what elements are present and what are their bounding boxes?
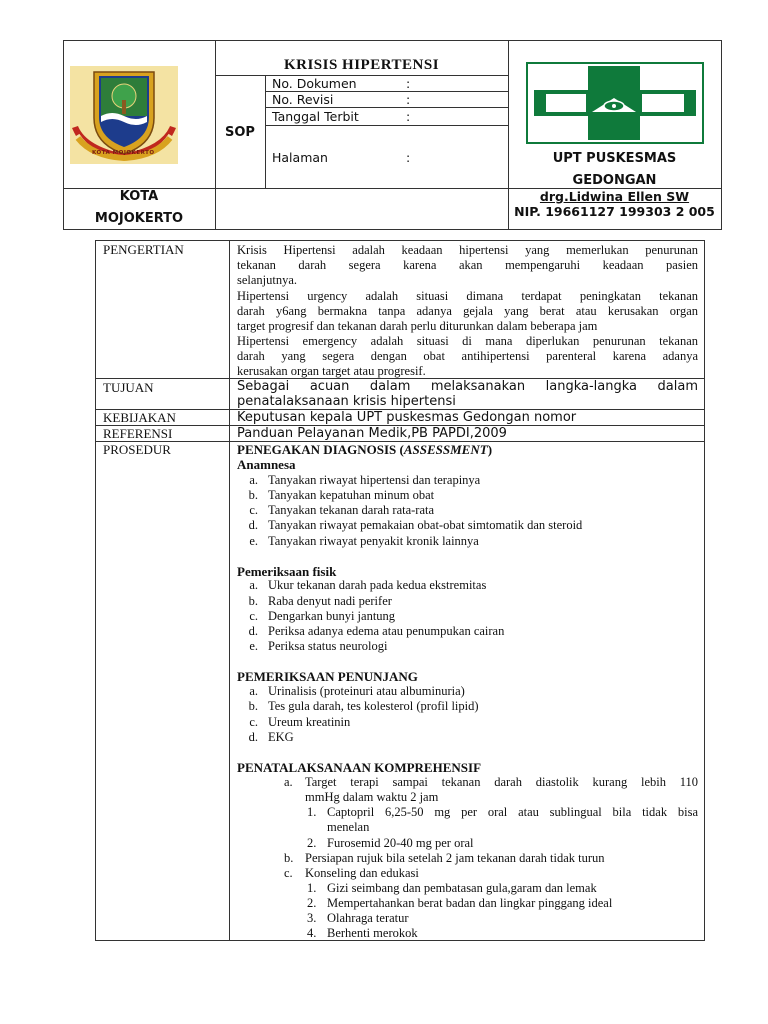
list-marker: b.	[248, 594, 258, 608]
list-text: Ukur tekanan darah pada kedua ekstremitas	[268, 578, 487, 592]
list-marker: b.	[248, 488, 258, 502]
tujuan-line: Sebagai acuan dalam melaksanakan langka-langka dalam	[237, 379, 698, 394]
list-text: Tes gula darah, tes kolesterol (profil lipid)	[268, 699, 479, 713]
label-pengertian: PENGERTIAN	[103, 242, 184, 257]
referensi-text: Panduan Pelayanan Medik,PB PAPDI,2009	[237, 426, 507, 441]
label-kebijakan: KEBIJAKAN	[103, 410, 176, 425]
list-text: Tanyakan riwayat pemakaian obat-obat simtomatik dan steroid	[268, 518, 583, 532]
list-item	[236, 715, 350, 730]
list-text: Gizi seimbang dan pembatasan gula,garam dan lemak	[327, 881, 597, 895]
list-text: Ureum kreatinin	[268, 715, 351, 729]
list-text: Mempertahankan berat badan dan lingkar pinggang ideal	[327, 896, 613, 910]
city-name-line2: MOJOKERTO	[94, 211, 184, 226]
list-text: Tanyakan tekanan darah rata-rata	[268, 503, 435, 517]
list-marker: c.	[249, 609, 258, 623]
list-item	[236, 594, 392, 609]
field-label-halaman: Halaman	[272, 150, 328, 165]
list-item	[236, 730, 294, 745]
field-value-tanggal-terbit: :	[406, 109, 411, 124]
pengertian-line: target progresif dan tekanan darah perlu diturunkan dalam beberapa jam	[237, 319, 598, 333]
list-marker: d.	[248, 730, 258, 744]
list-text: menelan	[327, 820, 370, 834]
pengertian-line: darah yang segera dengan obat antihipertensi parenteral karena adanya	[237, 349, 698, 363]
list-marker: e.	[249, 639, 258, 653]
list-marker: 2.	[307, 896, 317, 910]
field-value-halaman: :	[406, 150, 411, 165]
sop-label: SOP	[225, 125, 255, 140]
list-text: Tanyakan kepatuhan minum obat	[268, 488, 435, 502]
label-prosedur: PROSEDUR	[103, 442, 171, 457]
org-name-line1: UPT PUSKESMAS	[552, 151, 677, 166]
list-text: Konseling dan edukasi	[305, 866, 419, 880]
list-marker: a.	[249, 578, 258, 592]
label-referensi: REFERENSI	[103, 426, 173, 441]
list-text: Periksa adanya edema atau penumpukan cairan	[268, 624, 505, 638]
list-text: Urinalisis (proteinuri atau albuminuria)	[268, 684, 465, 698]
list-marker: c.	[249, 503, 258, 517]
list-item	[236, 488, 434, 503]
list-text: Captopril 6,25-50 mg per oral atau sublingual bila tidak bisa	[327, 805, 698, 819]
list-text: Target terapi sampai tekanan darah diastolik kurang lebih 110	[305, 775, 698, 789]
puskesmas-logo	[526, 62, 704, 144]
kebijakan-text: Keputusan kepala UPT puskesmas Gedongan nomor	[237, 410, 577, 425]
list-marker: d.	[248, 624, 258, 638]
org-name-line2: GEDONGAN	[572, 173, 657, 188]
list-item	[236, 639, 387, 654]
list-item	[236, 609, 395, 624]
prosedur-heading-italic: ASSESSMENT	[403, 442, 488, 457]
list-item	[236, 624, 504, 639]
label-tujuan: TUJUAN	[103, 380, 154, 395]
list-marker: 3.	[307, 911, 317, 925]
list-item	[236, 578, 486, 593]
list-text: Berhenti merokok	[327, 926, 418, 940]
pengertian-line: Krisis Hipertensi adalah keadaan hipertensi yang memerlukan penurunan	[237, 243, 698, 257]
list-text: Tanyakan riwayat penyakit kronik lainnya	[268, 534, 479, 548]
list-item	[236, 534, 479, 549]
field-label-tanggal-terbit: Tanggal Terbit	[272, 109, 359, 124]
list-item	[236, 518, 582, 533]
penunjang-title: PEMERIKSAAN PENUNJANG	[237, 669, 418, 684]
list-text: Dengarkan bunyi jantung	[268, 609, 396, 623]
list-text: EKG	[268, 730, 294, 744]
list-marker: a.	[249, 684, 258, 698]
signer-nip: NIP. 19661127 199303 2 005	[514, 204, 715, 219]
list-text: Furosemid 20-40 mg per oral	[327, 836, 474, 850]
list-text: Olahraga teratur	[327, 911, 409, 925]
list-text: Periksa status neurologi	[268, 639, 388, 653]
fisik-title: Pemeriksaan fisik	[237, 564, 337, 579]
list-item	[236, 684, 465, 699]
field-label-no-revisi: No. Revisi	[272, 92, 334, 107]
list-marker: a.	[284, 775, 293, 789]
prosedur-heading	[237, 442, 492, 458]
pengertian-line: tekanan darah segera karena akan mempengaruhi keadaan pasien	[237, 258, 698, 272]
list-item	[236, 503, 434, 518]
list-marker: d.	[248, 518, 258, 532]
city-name-line1: KOTA	[119, 189, 159, 204]
pengertian-line: Hipertensi emergency adalah situasi di mana diperlukan penurunan tekanan	[237, 334, 698, 348]
signer-name: drg.Lidwina Ellen SW	[539, 189, 690, 204]
list-marker: a.	[249, 473, 258, 487]
field-value-no-revisi: :	[406, 92, 411, 107]
list-marker: 1.	[307, 805, 317, 819]
list-marker: e.	[249, 534, 258, 548]
list-text: Tanyakan riwayat hipertensi dan terapinya	[268, 473, 481, 487]
list-marker: c.	[249, 715, 258, 729]
penatalaksanaan-title: PENATALAKSANAAN KOMPREHENSIF	[237, 760, 482, 775]
logo-caption: KOTA MOJOKERTO	[92, 150, 155, 156]
pengertian-line: kerusakan organ target atau progresif.	[237, 364, 426, 378]
field-value-no-dokumen: :	[406, 76, 411, 91]
list-marker: 2.	[307, 836, 317, 850]
field-label-no-dokumen: No. Dokumen	[272, 76, 357, 91]
list-text: Raba denyut nadi perifer	[268, 594, 392, 608]
pengertian-line: selanjutnya.	[237, 273, 298, 287]
list-item	[236, 699, 479, 714]
prosedur-heading-main: PENEGAKAN DIAGNOSIS (	[237, 442, 404, 457]
list-marker: c.	[284, 866, 293, 880]
list-marker: b.	[248, 699, 258, 713]
pengertian-line: darah y6ang bermakna tanpa adanya gejala yang berat atau kerusakan organ	[237, 304, 698, 318]
list-marker: b.	[284, 851, 294, 865]
tujuan-line: penatalaksanaan krisis hipertensi	[237, 394, 456, 409]
prosedur-heading-end: )	[487, 442, 493, 457]
document-title: KRISIS HIPERTENSI	[283, 57, 440, 73]
list-marker: 1.	[307, 881, 317, 895]
list-text: Persiapan rujuk bila setelah 2 jam tekanan darah tidak turun	[305, 851, 605, 865]
list-text: mmHg dalam waktu 2 jam	[305, 790, 439, 804]
anamnesa-title: Anamnesa	[237, 457, 296, 472]
list-item	[236, 473, 480, 488]
city-emblem-logo	[70, 66, 178, 164]
pengertian-line: Hipertensi urgency adalah situasi dimana terdapat peningkatan tekanan	[237, 289, 698, 303]
list-marker: 4.	[307, 926, 317, 940]
